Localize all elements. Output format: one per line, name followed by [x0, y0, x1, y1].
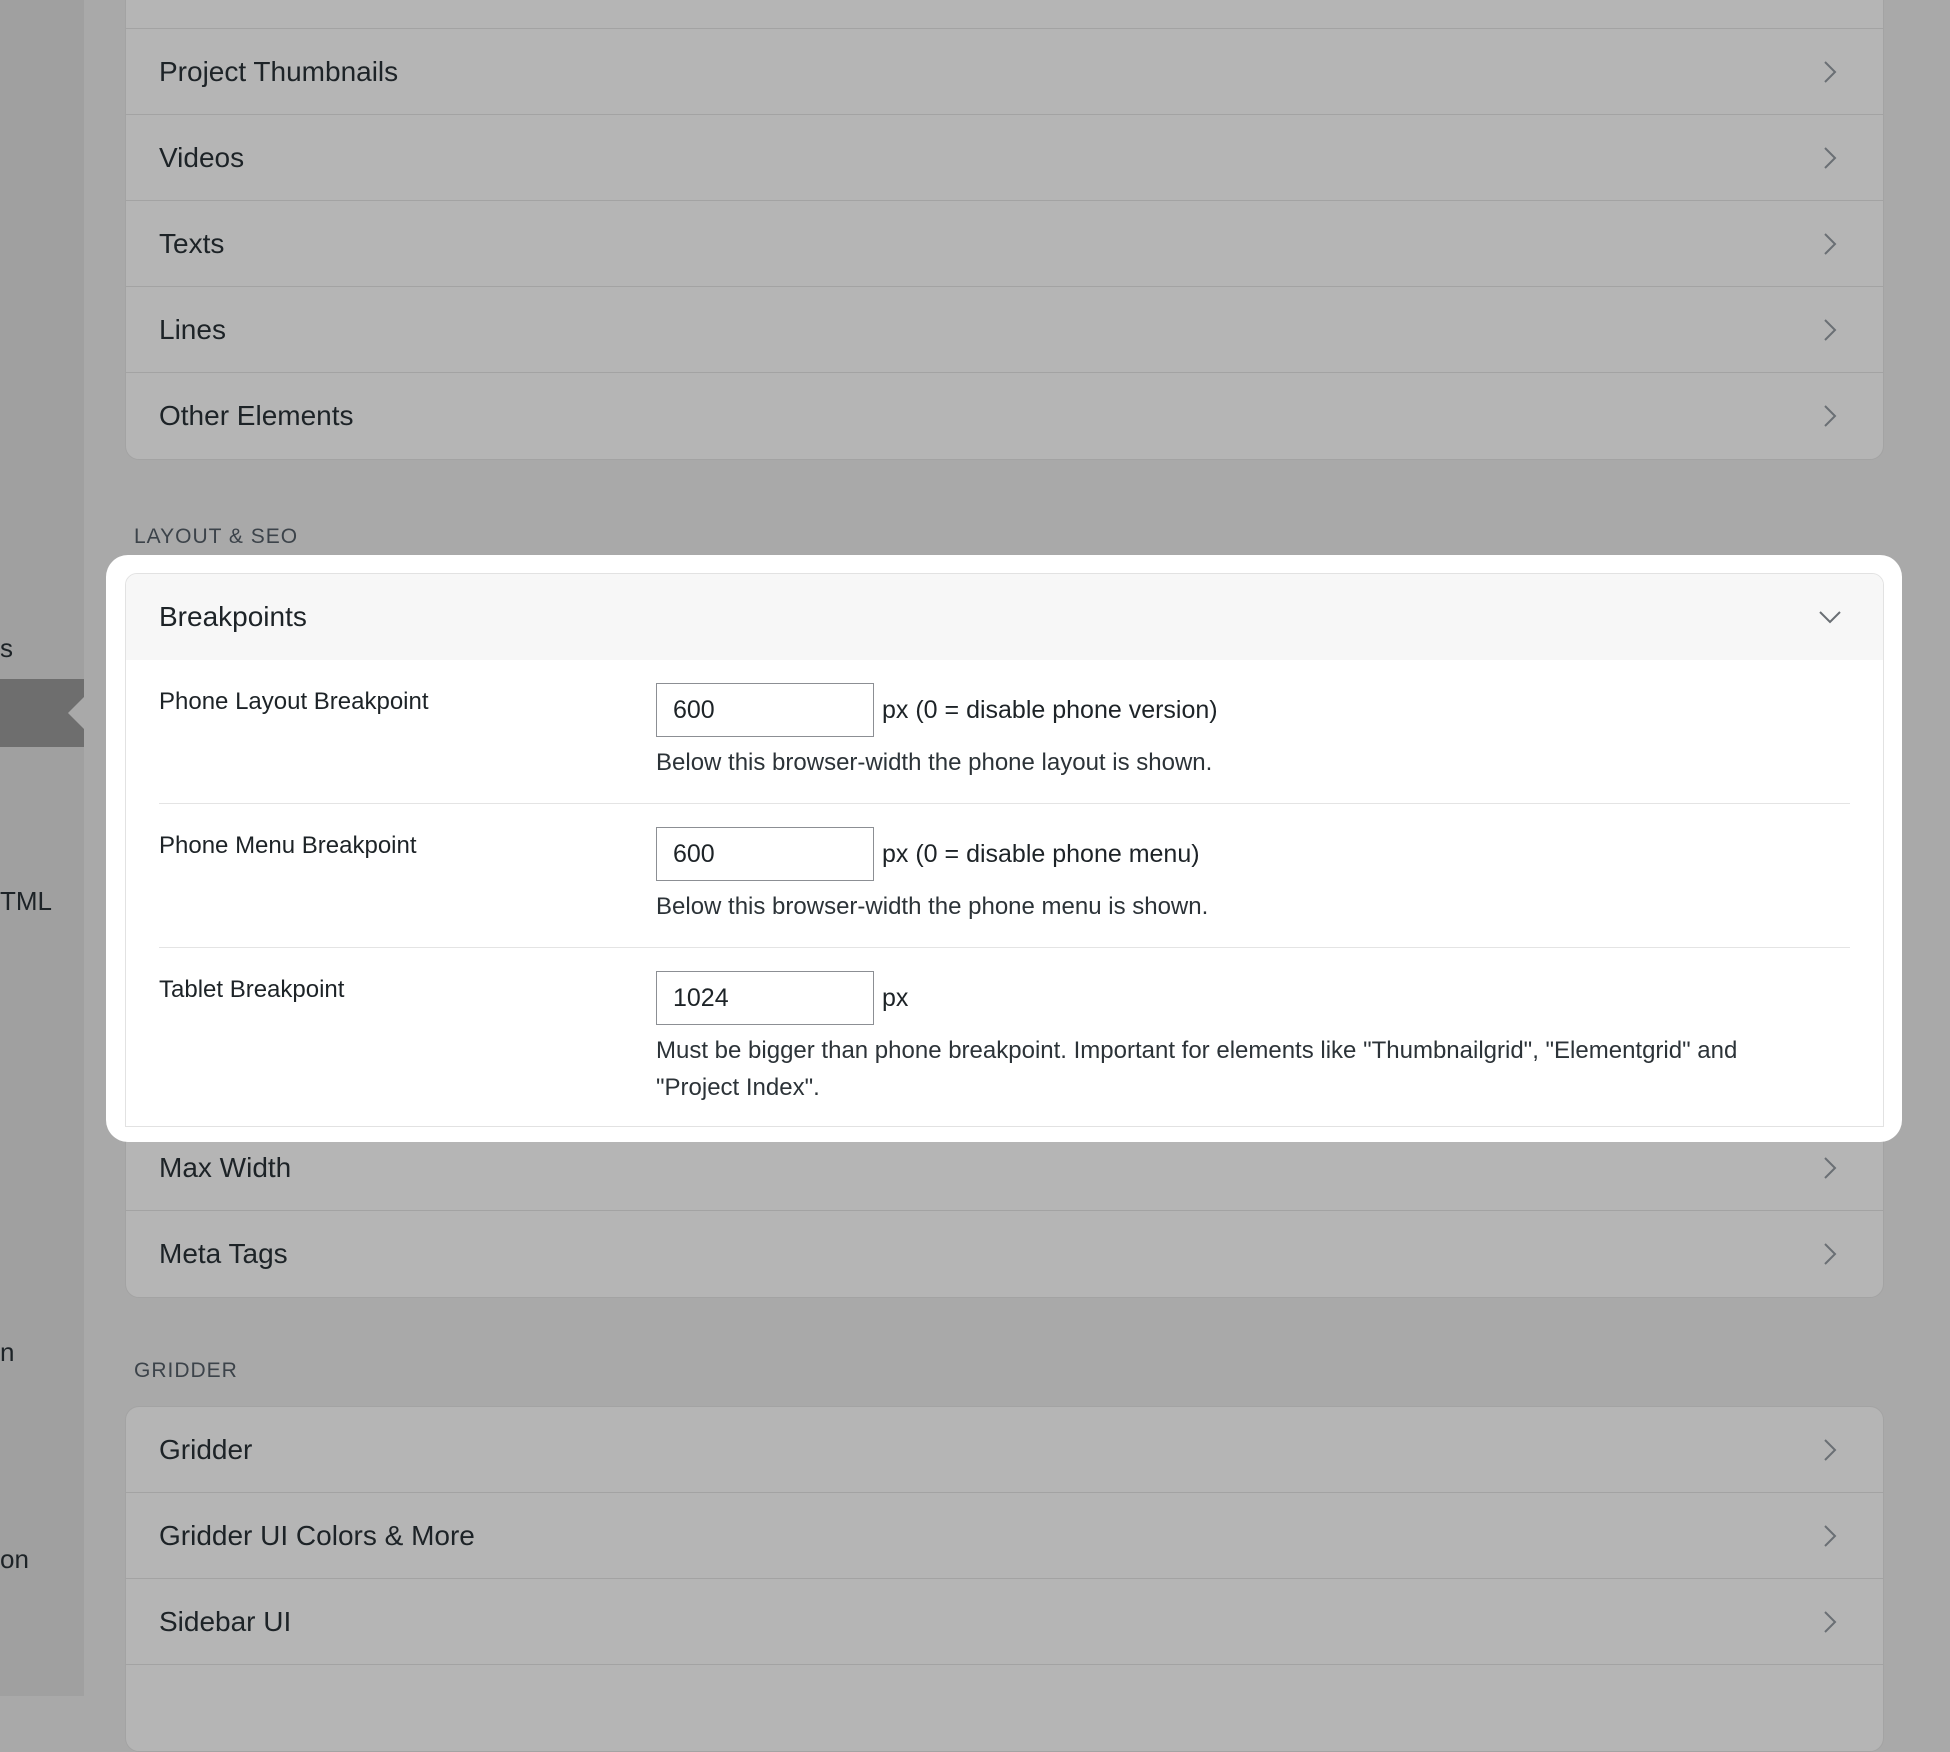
- field-label: Phone Layout Breakpoint: [159, 688, 429, 715]
- settings-row-videos[interactable]: [126, 115, 1883, 201]
- settings-row-gridder[interactable]: [126, 1407, 1883, 1493]
- sidebar-fragment[interactable]: on: [0, 1544, 29, 1574]
- field-description: Must be bigger than phone breakpoint. Important for elements like "Thumbnailgrid", "Elementgrid" and "Project Index".: [656, 1037, 1738, 1101]
- row-label: Lines: [159, 314, 226, 345]
- breakpoints-highlight: [106, 555, 1902, 1142]
- settings-row-lines[interactable]: [126, 287, 1883, 373]
- breakpoints-header[interactable]: [126, 574, 1883, 660]
- settings-row-partial[interactable]: [126, 1665, 1883, 1751]
- sidebar-fragment[interactable]: n: [0, 1337, 15, 1367]
- row-label: Gridder UI Colors & More: [159, 1520, 475, 1551]
- admin-sidebar: [0, 0, 84, 1696]
- chevron-right-icon: [1817, 59, 1843, 85]
- field-label: Phone Menu Breakpoint: [159, 832, 417, 859]
- breakpoints-panel: [125, 573, 1884, 1127]
- row-label: Sidebar UI: [159, 1606, 292, 1637]
- chevron-right-icon: [1817, 317, 1843, 343]
- chevron-right-icon: [1817, 231, 1843, 257]
- sidebar-active-item[interactable]: [0, 679, 84, 747]
- row-label: Other Elements: [159, 400, 354, 431]
- row-label: Meta Tags: [159, 1238, 288, 1269]
- field-description: Below this browser-width the phone layout is shown.: [656, 749, 1213, 776]
- phone-layout-breakpoint-input[interactable]: [656, 683, 874, 737]
- field-phone-layout-breakpoint: [159, 660, 1850, 804]
- settings-row-project-thumbnails[interactable]: [126, 29, 1883, 115]
- chevron-right-icon: [1817, 1523, 1843, 1549]
- sidebar-fragment[interactable]: TML: [0, 886, 52, 916]
- field-description: Below this browser-width the phone menu is shown.: [656, 893, 1209, 920]
- chevron-down-icon[interactable]: [1817, 604, 1843, 630]
- field-label: Tablet Breakpoint: [159, 976, 345, 1003]
- chevron-right-icon: [1817, 403, 1843, 429]
- settings-row-texts[interactable]: [126, 201, 1883, 287]
- row-label: Max Width: [159, 1152, 292, 1183]
- gridder-settings-card: [125, 1406, 1884, 1752]
- field-tablet-breakpoint: [159, 948, 1850, 1127]
- settings-row-other-elements[interactable]: [126, 373, 1883, 459]
- field-phone-menu-breakpoint: [159, 804, 1850, 948]
- chevron-right-icon: [1817, 1241, 1843, 1267]
- settings-row-gridder-ui-colors[interactable]: [126, 1493, 1883, 1579]
- section-label-gridder: GRIDDER: [134, 1359, 238, 1382]
- settings-row-partial[interactable]: [126, 0, 1883, 29]
- field-unit: px (0 = disable phone version): [882, 696, 1218, 724]
- chevron-right-icon: [1817, 1155, 1843, 1181]
- row-label: Gridder: [159, 1434, 253, 1465]
- row-label: Texts: [159, 228, 225, 259]
- section-label-layout-seo: LAYOUT & SEO: [134, 525, 299, 548]
- tablet-breakpoint-input[interactable]: [656, 971, 874, 1025]
- chevron-right-icon: [1817, 145, 1843, 171]
- row-label: Videos: [159, 142, 245, 173]
- settings-row-meta-tags[interactable]: [126, 1211, 1883, 1297]
- field-unit: px: [882, 984, 909, 1012]
- chevron-right-icon: [1817, 1609, 1843, 1635]
- breakpoints-title: Breakpoints: [159, 601, 307, 632]
- field-unit: px (0 = disable phone menu): [882, 840, 1200, 868]
- settings-row-sidebar-ui[interactable]: [126, 1579, 1883, 1665]
- chevron-right-icon: [1817, 1437, 1843, 1463]
- phone-menu-breakpoint-input[interactable]: [656, 827, 874, 881]
- sidebar-fragment[interactable]: s: [0, 633, 13, 663]
- row-label: Project Thumbnails: [159, 56, 399, 87]
- elements-settings-card: [125, 0, 1884, 460]
